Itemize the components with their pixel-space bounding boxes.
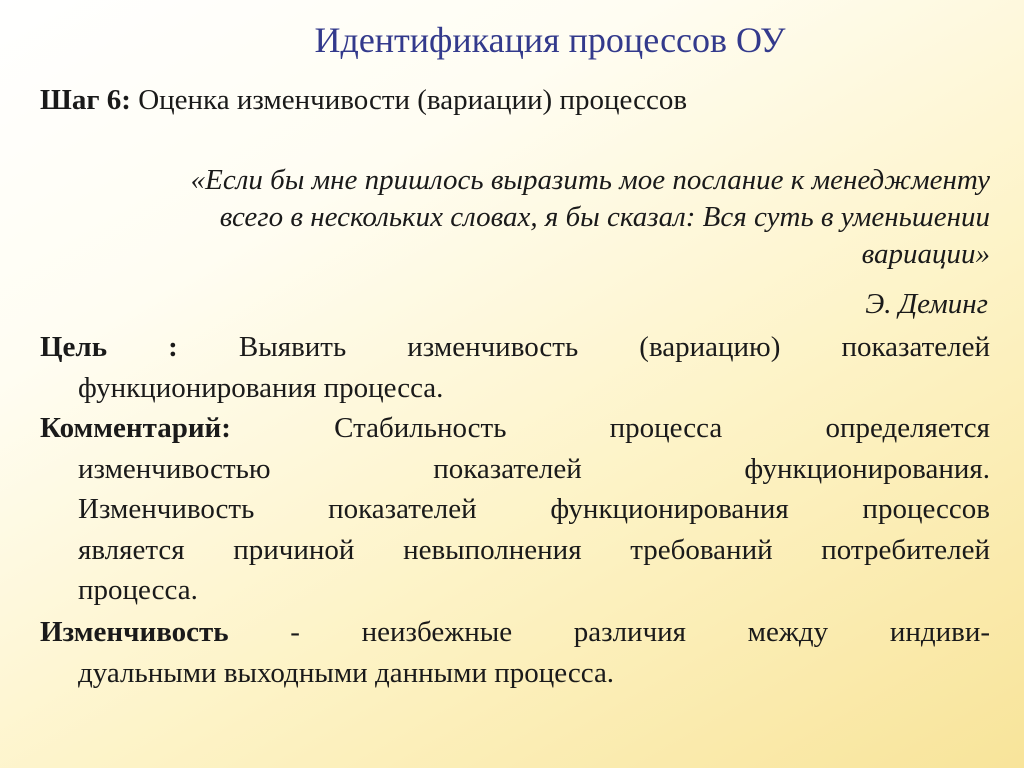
step-text: Оценка изменчивости (вариации) процессов xyxy=(138,84,688,116)
goal-word: Выявить xyxy=(238,331,347,363)
quote-line: вариации» xyxy=(861,238,990,270)
goal-word: (вариацию) xyxy=(639,331,781,363)
goal-line-1 xyxy=(40,327,990,368)
variability-line-1 xyxy=(40,612,990,653)
variability-word: между xyxy=(747,616,829,648)
variability-word: различия xyxy=(573,616,687,648)
variability-word: неизбежные xyxy=(361,616,513,648)
comment-word: функционирования. xyxy=(744,452,990,485)
quote-line: всего в нескольких словах, я бы сказал: Вся суть в уменьшении xyxy=(219,201,990,233)
comment-line-2 xyxy=(40,449,990,490)
deming-quote xyxy=(40,162,990,273)
goal-colon: : xyxy=(168,331,178,363)
goal-label: Цель xyxy=(40,331,108,363)
variability-paragraph xyxy=(40,612,990,693)
comment-word: процесса xyxy=(609,412,723,444)
comment-line-5: процесса. xyxy=(78,574,198,606)
comment-line-1 xyxy=(40,408,990,449)
goal-paragraph xyxy=(40,327,990,408)
comment-line-4: является причиной невыполнения требований потребителей xyxy=(78,533,990,566)
variability-word: - xyxy=(290,616,300,648)
goal-line-2: функционирования процесса. xyxy=(78,371,444,404)
goal-word: изменчивость xyxy=(407,331,579,363)
variability-word: индиви- xyxy=(889,616,990,648)
quote-author: Э. Деминг xyxy=(865,288,988,320)
step-label: Шаг 6: xyxy=(40,84,131,116)
quote-line: «Если бы мне пришлось выразить мое послание к менеджменту xyxy=(190,164,990,196)
comment-paragraph xyxy=(40,408,990,611)
variability-line-2: дуальными выходными данными процесса. xyxy=(78,656,615,689)
slide-title: Идентификация процессов ОУ xyxy=(314,20,786,60)
variability-label: Изменчивость xyxy=(40,616,229,648)
comment-line-3: Изменчивость показателей функционирования процессов xyxy=(78,493,990,525)
comment-word: определяется xyxy=(825,412,990,444)
comment-word: изменчивостью xyxy=(78,452,271,485)
step-heading xyxy=(40,80,687,120)
goal-word: показателей xyxy=(841,331,990,363)
comment-word: показателей xyxy=(433,452,582,485)
comment-label: Комментарий: xyxy=(40,412,231,444)
comment-word: Стабильность xyxy=(334,412,507,444)
